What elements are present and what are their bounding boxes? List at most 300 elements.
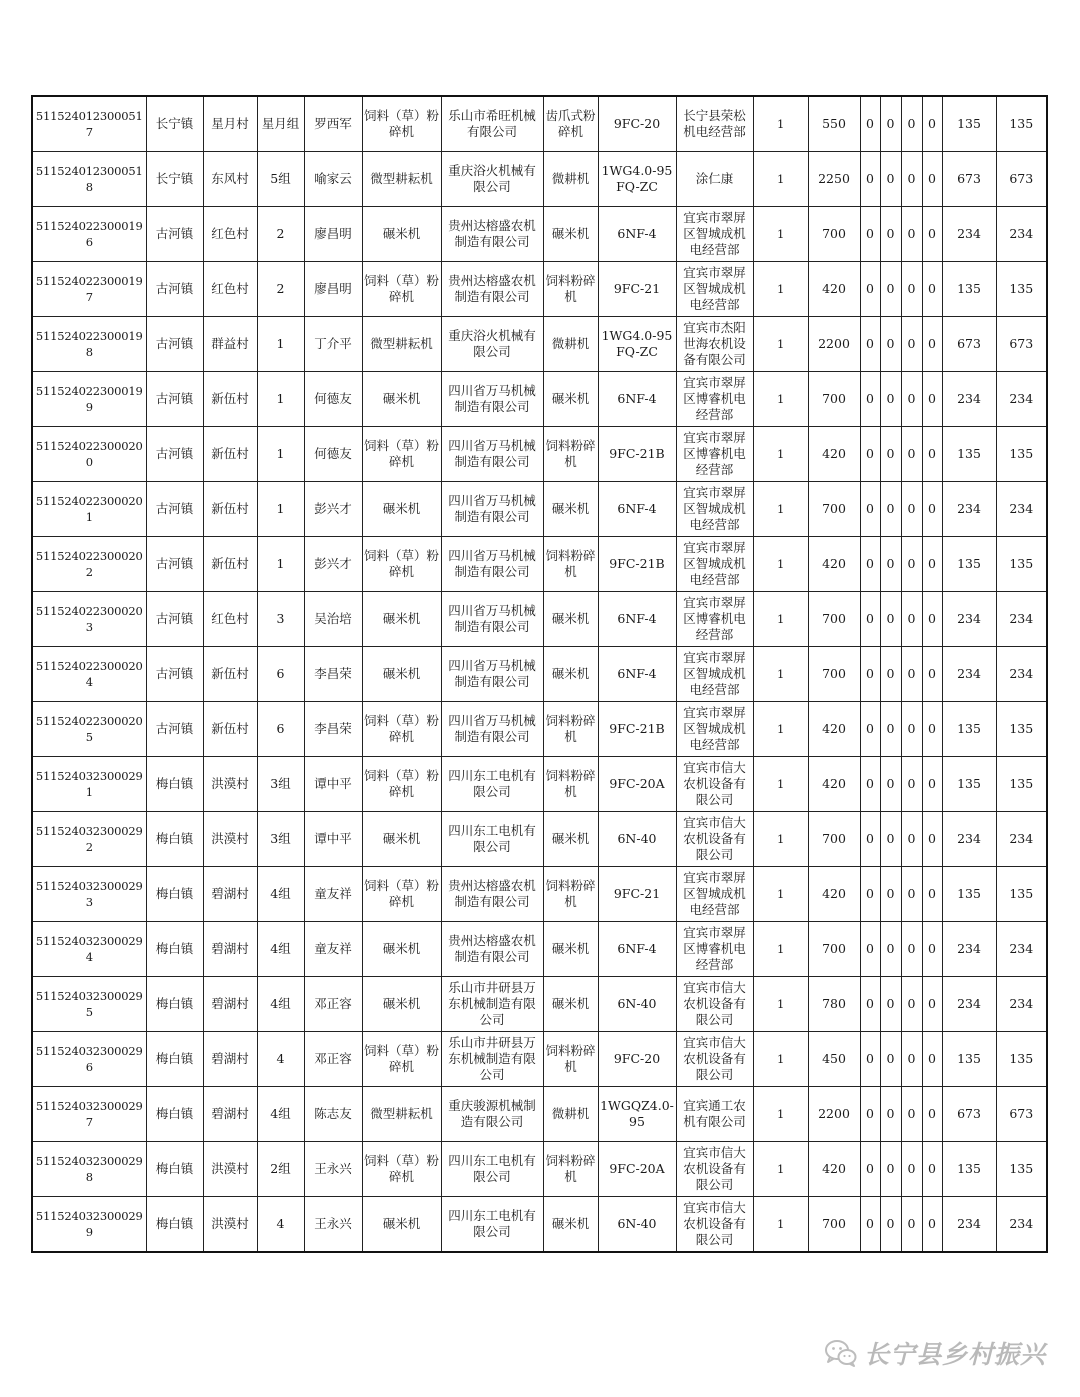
table-row <box>32 1197 1047 1253</box>
cell-record-id: 5115240223000197 <box>32 262 146 317</box>
cell-village: 新伍村 <box>203 647 257 702</box>
cell-model: 6NF-4 <box>598 372 676 427</box>
cell-manufacturer: 四川东工电机有限公司 <box>441 1197 543 1253</box>
cell-model: 9FC-20 <box>598 1032 676 1087</box>
cell-farmer-name: 喻家云 <box>304 152 362 207</box>
cell-total-subsidy: 135 <box>996 702 1047 757</box>
table-row <box>32 757 1047 812</box>
cell-record-id: 5115240223000204 <box>32 647 146 702</box>
cell-record-id: 5115240323000296 <box>32 1032 146 1087</box>
cell-machine-category: 微型耕耘机 <box>362 317 441 372</box>
cell-zero-d: 0 <box>922 977 942 1032</box>
table-row <box>32 702 1047 757</box>
cell-zero-b: 0 <box>880 537 901 592</box>
cell-total-subsidy: 234 <box>996 592 1047 647</box>
cell-price: 450 <box>808 1032 860 1087</box>
cell-zero-d: 0 <box>922 537 942 592</box>
cell-machine-name: 微耕机 <box>543 152 598 207</box>
cell-zero-b: 0 <box>880 702 901 757</box>
cell-manufacturer: 贵州达榕盛农机制造有限公司 <box>441 867 543 922</box>
cell-record-id: 5115240323000298 <box>32 1142 146 1197</box>
cell-model: 9FC-20A <box>598 1142 676 1197</box>
cell-town: 梅白镇 <box>146 1087 203 1142</box>
cell-village: 新伍村 <box>203 427 257 482</box>
cell-town: 梅白镇 <box>146 922 203 977</box>
cell-manufacturer: 四川省万马机械制造有限公司 <box>441 702 543 757</box>
cell-machine-category: 碾米机 <box>362 207 441 262</box>
cell-dealer: 涂仁康 <box>676 152 753 207</box>
cell-quantity: 1 <box>753 647 808 702</box>
cell-zero-b: 0 <box>880 96 901 152</box>
cell-price: 2200 <box>808 1087 860 1142</box>
cell-price: 700 <box>808 207 860 262</box>
cell-model: 6NF-4 <box>598 647 676 702</box>
cell-farmer-name: 谭中平 <box>304 812 362 867</box>
cell-price: 420 <box>808 537 860 592</box>
cell-manufacturer: 四川东工电机有限公司 <box>441 812 543 867</box>
cell-manufacturer: 贵州达榕盛农机制造有限公司 <box>441 262 543 317</box>
cell-group: 2 <box>257 262 304 317</box>
cell-dealer: 宜宾市翠屏区博睿机电经营部 <box>676 922 753 977</box>
cell-total-subsidy: 135 <box>996 1142 1047 1197</box>
cell-central-subsidy: 135 <box>942 1142 996 1197</box>
cell-village: 星月村 <box>203 96 257 152</box>
cell-zero-a: 0 <box>860 372 880 427</box>
cell-quantity: 1 <box>753 207 808 262</box>
cell-zero-c: 0 <box>901 592 922 647</box>
cell-quantity: 1 <box>753 427 808 482</box>
cell-zero-a: 0 <box>860 977 880 1032</box>
cell-price: 700 <box>808 812 860 867</box>
cell-price: 700 <box>808 592 860 647</box>
cell-dealer: 宜宾市翠屏区智城成机电经营部 <box>676 647 753 702</box>
cell-manufacturer: 四川省万马机械制造有限公司 <box>441 427 543 482</box>
cell-zero-c: 0 <box>901 262 922 317</box>
cell-zero-b: 0 <box>880 482 901 537</box>
cell-farmer-name: 李昌荣 <box>304 647 362 702</box>
cell-quantity: 1 <box>753 922 808 977</box>
cell-farmer-name: 邓正容 <box>304 977 362 1032</box>
table-row <box>32 482 1047 537</box>
cell-record-id: 5115240223000198 <box>32 317 146 372</box>
cell-zero-d: 0 <box>922 812 942 867</box>
cell-machine-name: 碾米机 <box>543 482 598 537</box>
cell-machine-name: 碾米机 <box>543 812 598 867</box>
cell-zero-c: 0 <box>901 1142 922 1197</box>
cell-zero-c: 0 <box>901 427 922 482</box>
cell-group: 6 <box>257 647 304 702</box>
cell-model: 6NF-4 <box>598 922 676 977</box>
cell-group: 2组 <box>257 1142 304 1197</box>
cell-zero-d: 0 <box>922 1197 942 1253</box>
cell-quantity: 1 <box>753 537 808 592</box>
cell-machine-category: 饲料（草）粉碎机 <box>362 1032 441 1087</box>
cell-price: 700 <box>808 372 860 427</box>
cell-town: 梅白镇 <box>146 812 203 867</box>
cell-zero-a: 0 <box>860 317 880 372</box>
cell-manufacturer: 四川省万马机械制造有限公司 <box>441 647 543 702</box>
cell-machine-name: 饲料粉碎机 <box>543 537 598 592</box>
cell-town: 古河镇 <box>146 207 203 262</box>
cell-zero-c: 0 <box>901 702 922 757</box>
cell-price: 420 <box>808 702 860 757</box>
cell-machine-category: 微型耕耘机 <box>362 1087 441 1142</box>
cell-zero-d: 0 <box>922 207 942 262</box>
cell-manufacturer: 乐山市井研县万东机械制造有限公司 <box>441 1032 543 1087</box>
cell-machine-name: 饲料粉碎机 <box>543 1032 598 1087</box>
table-row <box>32 867 1047 922</box>
cell-group: 6 <box>257 702 304 757</box>
cell-record-id: 5115240323000297 <box>32 1087 146 1142</box>
cell-price: 700 <box>808 482 860 537</box>
cell-model: 1WG4.0-95FQ-ZC <box>598 152 676 207</box>
cell-group: 3组 <box>257 757 304 812</box>
cell-machine-category: 饲料（草）粉碎机 <box>362 427 441 482</box>
cell-village: 碧湖村 <box>203 1087 257 1142</box>
cell-group: 2 <box>257 207 304 262</box>
cell-farmer-name: 彭兴才 <box>304 482 362 537</box>
cell-quantity: 1 <box>753 1142 808 1197</box>
cell-record-id: 5115240223000200 <box>32 427 146 482</box>
cell-model: 6N-40 <box>598 977 676 1032</box>
cell-record-id: 5115240323000295 <box>32 977 146 1032</box>
cell-machine-name: 饲料粉碎机 <box>543 427 598 482</box>
cell-price: 2200 <box>808 317 860 372</box>
cell-group: 1 <box>257 482 304 537</box>
cell-zero-a: 0 <box>860 1032 880 1087</box>
cell-quantity: 1 <box>753 262 808 317</box>
cell-machine-category: 饲料（草）粉碎机 <box>362 702 441 757</box>
cell-zero-d: 0 <box>922 317 942 372</box>
cell-farmer-name: 廖昌明 <box>304 207 362 262</box>
cell-machine-category: 碾米机 <box>362 977 441 1032</box>
cell-zero-b: 0 <box>880 317 901 372</box>
cell-dealer: 宜宾市翠屏区智城成机电经营部 <box>676 867 753 922</box>
cell-central-subsidy: 135 <box>942 867 996 922</box>
cell-village: 洪漠村 <box>203 757 257 812</box>
cell-machine-name: 饲料粉碎机 <box>543 262 598 317</box>
cell-town: 古河镇 <box>146 372 203 427</box>
cell-quantity: 1 <box>753 592 808 647</box>
cell-model: 6NF-4 <box>598 207 676 262</box>
cell-machine-name: 碾米机 <box>543 207 598 262</box>
cell-town: 梅白镇 <box>146 867 203 922</box>
cell-village: 群益村 <box>203 317 257 372</box>
cell-farmer-name: 廖昌明 <box>304 262 362 317</box>
cell-town: 梅白镇 <box>146 757 203 812</box>
cell-quantity: 1 <box>753 1087 808 1142</box>
cell-zero-d: 0 <box>922 867 942 922</box>
cell-model: 6N-40 <box>598 1197 676 1253</box>
cell-village: 洪漠村 <box>203 1142 257 1197</box>
cell-zero-a: 0 <box>860 922 880 977</box>
cell-machine-category: 微型耕耘机 <box>362 152 441 207</box>
cell-village: 红色村 <box>203 592 257 647</box>
cell-zero-c: 0 <box>901 537 922 592</box>
cell-village: 碧湖村 <box>203 867 257 922</box>
table-row <box>32 922 1047 977</box>
cell-farmer-name: 童友祥 <box>304 867 362 922</box>
cell-zero-b: 0 <box>880 262 901 317</box>
cell-price: 700 <box>808 1197 860 1253</box>
cell-record-id: 5115240223000205 <box>32 702 146 757</box>
cell-price: 420 <box>808 867 860 922</box>
cell-group: 4 <box>257 1032 304 1087</box>
cell-town: 梅白镇 <box>146 977 203 1032</box>
cell-zero-a: 0 <box>860 867 880 922</box>
cell-zero-d: 0 <box>922 1032 942 1087</box>
cell-zero-d: 0 <box>922 1087 942 1142</box>
cell-dealer: 宜宾市翠屏区智城成机电经营部 <box>676 207 753 262</box>
cell-price: 700 <box>808 922 860 977</box>
cell-price: 550 <box>808 96 860 152</box>
subsidy-table <box>31 95 1048 1253</box>
cell-total-subsidy: 135 <box>996 537 1047 592</box>
table-row <box>32 317 1047 372</box>
cell-model: 6NF-4 <box>598 592 676 647</box>
cell-record-id: 5115240323000294 <box>32 922 146 977</box>
cell-manufacturer: 四川东工电机有限公司 <box>441 757 543 812</box>
cell-total-subsidy: 135 <box>996 96 1047 152</box>
cell-zero-c: 0 <box>901 757 922 812</box>
cell-town: 古河镇 <box>146 482 203 537</box>
cell-zero-b: 0 <box>880 647 901 702</box>
cell-model: 6N-40 <box>598 812 676 867</box>
cell-machine-category: 碾米机 <box>362 812 441 867</box>
cell-zero-b: 0 <box>880 427 901 482</box>
cell-zero-b: 0 <box>880 1087 901 1142</box>
cell-price: 420 <box>808 427 860 482</box>
cell-machine-category: 饲料（草）粉碎机 <box>362 757 441 812</box>
cell-zero-c: 0 <box>901 977 922 1032</box>
cell-quantity: 1 <box>753 812 808 867</box>
cell-record-id: 5115240323000291 <box>32 757 146 812</box>
cell-group: 4组 <box>257 867 304 922</box>
cell-total-subsidy: 135 <box>996 427 1047 482</box>
cell-zero-d: 0 <box>922 647 942 702</box>
cell-machine-name: 碾米机 <box>543 647 598 702</box>
cell-model: 6NF-4 <box>598 482 676 537</box>
cell-central-subsidy: 234 <box>942 482 996 537</box>
cell-village: 东风村 <box>203 152 257 207</box>
cell-zero-d: 0 <box>922 592 942 647</box>
cell-machine-name: 饲料粉碎机 <box>543 702 598 757</box>
cell-manufacturer: 重庆浴火机械有限公司 <box>441 317 543 372</box>
cell-farmer-name: 邓正容 <box>304 1032 362 1087</box>
cell-zero-a: 0 <box>860 1087 880 1142</box>
table-row <box>32 262 1047 317</box>
cell-dealer: 宜宾市信大农机设备有限公司 <box>676 1197 753 1253</box>
table-row <box>32 152 1047 207</box>
cell-dealer: 宜宾市翠屏区智城成机电经营部 <box>676 482 753 537</box>
cell-machine-name: 碾米机 <box>543 1197 598 1253</box>
cell-manufacturer: 四川省万马机械制造有限公司 <box>441 537 543 592</box>
cell-group: 4组 <box>257 977 304 1032</box>
cell-zero-d: 0 <box>922 757 942 812</box>
cell-total-subsidy: 135 <box>996 1032 1047 1087</box>
cell-machine-category: 饲料（草）粉碎机 <box>362 96 441 152</box>
watermark-text: 长宁县乡村振兴 <box>863 1340 1046 1369</box>
cell-village: 新伍村 <box>203 372 257 427</box>
cell-total-subsidy: 135 <box>996 262 1047 317</box>
table-row <box>32 647 1047 702</box>
cell-farmer-name: 彭兴才 <box>304 537 362 592</box>
cell-dealer: 宜宾市信大农机设备有限公司 <box>676 1142 753 1197</box>
cell-quantity: 1 <box>753 317 808 372</box>
cell-machine-category: 碾米机 <box>362 647 441 702</box>
cell-model: 9FC-21 <box>598 262 676 317</box>
cell-total-subsidy: 234 <box>996 647 1047 702</box>
cell-quantity: 1 <box>753 1197 808 1253</box>
cell-town: 古河镇 <box>146 262 203 317</box>
cell-machine-category: 饲料（草）粉碎机 <box>362 537 441 592</box>
cell-quantity: 1 <box>753 152 808 207</box>
table-row <box>32 812 1047 867</box>
cell-farmer-name: 谭中平 <box>304 757 362 812</box>
cell-group: 4组 <box>257 922 304 977</box>
cell-zero-a: 0 <box>860 96 880 152</box>
cell-dealer: 宜宾市信大农机设备有限公司 <box>676 812 753 867</box>
cell-dealer: 长宁县荣松机电经营部 <box>676 96 753 152</box>
cell-zero-a: 0 <box>860 537 880 592</box>
cell-total-subsidy: 234 <box>996 812 1047 867</box>
cell-record-id: 5115240223000199 <box>32 372 146 427</box>
cell-quantity: 1 <box>753 977 808 1032</box>
cell-machine-category: 碾米机 <box>362 482 441 537</box>
cell-zero-d: 0 <box>922 262 942 317</box>
cell-village: 新伍村 <box>203 702 257 757</box>
cell-central-subsidy: 234 <box>942 812 996 867</box>
cell-zero-c: 0 <box>901 1032 922 1087</box>
cell-manufacturer: 四川省万马机械制造有限公司 <box>441 372 543 427</box>
cell-zero-c: 0 <box>901 482 922 537</box>
cell-town: 梅白镇 <box>146 1032 203 1087</box>
cell-village: 红色村 <box>203 262 257 317</box>
cell-zero-c: 0 <box>901 96 922 152</box>
cell-central-subsidy: 673 <box>942 1087 996 1142</box>
cell-price: 700 <box>808 647 860 702</box>
cell-village: 碧湖村 <box>203 977 257 1032</box>
cell-machine-category: 碾米机 <box>362 592 441 647</box>
cell-zero-b: 0 <box>880 757 901 812</box>
cell-zero-d: 0 <box>922 152 942 207</box>
cell-central-subsidy: 234 <box>942 647 996 702</box>
cell-group: 3组 <box>257 812 304 867</box>
cell-machine-name: 饲料粉碎机 <box>543 867 598 922</box>
cell-price: 780 <box>808 977 860 1032</box>
cell-zero-a: 0 <box>860 702 880 757</box>
cell-model: 9FC-20 <box>598 96 676 152</box>
cell-zero-b: 0 <box>880 152 901 207</box>
cell-machine-name: 齿爪式粉碎机 <box>543 96 598 152</box>
cell-machine-name: 饲料粉碎机 <box>543 1142 598 1197</box>
cell-price: 2250 <box>808 152 860 207</box>
cell-total-subsidy: 234 <box>996 977 1047 1032</box>
cell-record-id: 5115240223000202 <box>32 537 146 592</box>
cell-central-subsidy: 234 <box>942 592 996 647</box>
cell-zero-a: 0 <box>860 1197 880 1253</box>
cell-zero-c: 0 <box>901 207 922 262</box>
cell-quantity: 1 <box>753 867 808 922</box>
cell-manufacturer: 乐山市井研县万东机械制造有限公司 <box>441 977 543 1032</box>
cell-zero-b: 0 <box>880 372 901 427</box>
cell-zero-d: 0 <box>922 372 942 427</box>
cell-record-id: 5115240223000196 <box>32 207 146 262</box>
cell-dealer: 宜宾市翠屏区博睿机电经营部 <box>676 592 753 647</box>
cell-manufacturer: 四川省万马机械制造有限公司 <box>441 592 543 647</box>
cell-record-id: 5115240123000517 <box>32 96 146 152</box>
cell-town: 古河镇 <box>146 592 203 647</box>
cell-machine-category: 碾米机 <box>362 372 441 427</box>
cell-machine-name: 碾米机 <box>543 922 598 977</box>
cell-total-subsidy: 234 <box>996 482 1047 537</box>
cell-dealer: 宜宾市翠屏区博睿机电经营部 <box>676 372 753 427</box>
cell-price: 420 <box>808 1142 860 1197</box>
cell-zero-a: 0 <box>860 647 880 702</box>
cell-zero-b: 0 <box>880 207 901 262</box>
cell-record-id: 5115240223000201 <box>32 482 146 537</box>
cell-zero-d: 0 <box>922 96 942 152</box>
cell-farmer-name: 王永兴 <box>304 1197 362 1253</box>
cell-quantity: 1 <box>753 482 808 537</box>
cell-quantity: 1 <box>753 757 808 812</box>
cell-central-subsidy: 234 <box>942 372 996 427</box>
table-row <box>32 1032 1047 1087</box>
cell-town: 梅白镇 <box>146 1197 203 1253</box>
cell-quantity: 1 <box>753 372 808 427</box>
cell-zero-b: 0 <box>880 977 901 1032</box>
cell-total-subsidy: 135 <box>996 867 1047 922</box>
cell-total-subsidy: 234 <box>996 372 1047 427</box>
cell-central-subsidy: 135 <box>942 96 996 152</box>
cell-village: 碧湖村 <box>203 922 257 977</box>
cell-zero-d: 0 <box>922 702 942 757</box>
cell-dealer: 宜宾市翠屏区智城成机电经营部 <box>676 537 753 592</box>
cell-town: 古河镇 <box>146 317 203 372</box>
cell-zero-c: 0 <box>901 922 922 977</box>
cell-machine-name: 微耕机 <box>543 1087 598 1142</box>
cell-record-id: 5115240323000299 <box>32 1197 146 1253</box>
cell-zero-a: 0 <box>860 757 880 812</box>
cell-farmer-name: 吴治培 <box>304 592 362 647</box>
cell-farmer-name: 丁介平 <box>304 317 362 372</box>
cell-farmer-name: 何德友 <box>304 427 362 482</box>
cell-zero-c: 0 <box>901 812 922 867</box>
cell-central-subsidy: 135 <box>942 702 996 757</box>
cell-machine-category: 碾米机 <box>362 922 441 977</box>
cell-central-subsidy: 673 <box>942 317 996 372</box>
cell-dealer: 宜宾市信大农机设备有限公司 <box>676 757 753 812</box>
cell-machine-name: 饲料粉碎机 <box>543 757 598 812</box>
cell-dealer: 宜宾市杰阳世海农机设备有限公司 <box>676 317 753 372</box>
cell-dealer: 宜宾市信大农机设备有限公司 <box>676 1032 753 1087</box>
cell-model: 9FC-21 <box>598 867 676 922</box>
table-row <box>32 427 1047 482</box>
cell-zero-c: 0 <box>901 1087 922 1142</box>
cell-farmer-name: 陈志友 <box>304 1087 362 1142</box>
cell-zero-a: 0 <box>860 812 880 867</box>
cell-total-subsidy: 135 <box>996 757 1047 812</box>
cell-town: 古河镇 <box>146 537 203 592</box>
table-row <box>32 592 1047 647</box>
cell-zero-a: 0 <box>860 152 880 207</box>
cell-manufacturer: 重庆骏源机械制造有限公司 <box>441 1087 543 1142</box>
cell-zero-d: 0 <box>922 922 942 977</box>
cell-manufacturer: 乐山市希旺机械有限公司 <box>441 96 543 152</box>
cell-dealer: 宜宾市翠屏区智城成机电经营部 <box>676 702 753 757</box>
cell-machine-category: 饲料（草）粉碎机 <box>362 1142 441 1197</box>
cell-town: 长宁镇 <box>146 96 203 152</box>
